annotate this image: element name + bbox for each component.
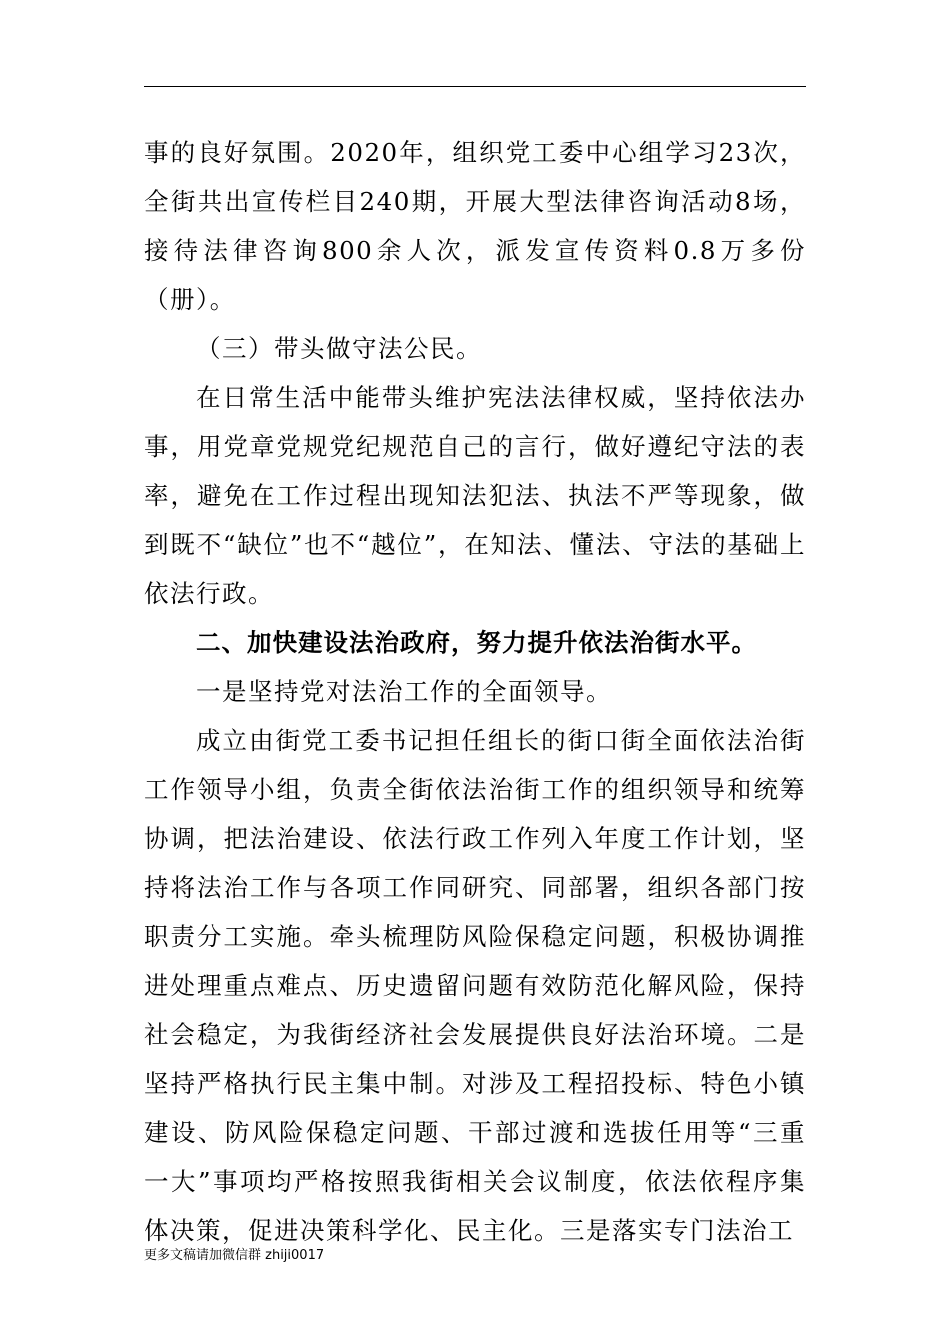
- paragraph-3: 在日常生活中能带头维护宪法法律权威，坚持依法办事，用党章党规党纪规范自己的言行，做好遵纪守法的表率，避免在工作过程出现知法犯法、执法不严等现象，做到既不“缺位”也不“越位”，在知法、懂法、守法的基础上依法行政。: [144, 383, 806, 608]
- document-body: [144, 128, 806, 1255]
- paragraph-5: 一是坚持党对法治工作的全面领导。: [196, 677, 612, 706]
- subheading-three: （三）带头做守法公民。: [196, 334, 482, 363]
- paragraph-1: 事的良好氛围。2020年，组织党工委中心组学习23次，全街共出宣传栏目240期，开展大型法律咨询活动8场，接待法律咨询800余人次，派发宣传资料0.8万多份（册）。: [144, 138, 806, 314]
- footer-note: 更多文稿请加微信群 zhiji0017: [144, 1248, 325, 1263]
- section-heading-two: 二、加快建设法治政府，努力提升依法治街水平。: [196, 628, 757, 657]
- paragraph-6: 成立由街党工委书记担任组长的街口街全面依法治街工作领导小组，负责全街依法治街工作的组织领导和统筹协调，把法治建设、依法行政工作列入年度工作计划，坚持将法治工作与各项工作同研究、同部署，组织各部门按职责分工实施。牵头梳理防风险保稳定问题，积极协调推进处理重点难点、历史遗留问题有效防范化解风险，保持社会稳定，为我街经济社会发展提供良好法治环境。二是坚持严格执行民主集中制。对涉及工程招投标、特色小镇建设、防风险保稳定问题、干部过渡和选拔任用等“三重一大”事项均严格按照我街相关会议制度，依法依程序集体决策，促进决策科学化、民主化。三是落实专门法治工: [144, 726, 806, 1245]
- header-rule: [144, 86, 806, 87]
